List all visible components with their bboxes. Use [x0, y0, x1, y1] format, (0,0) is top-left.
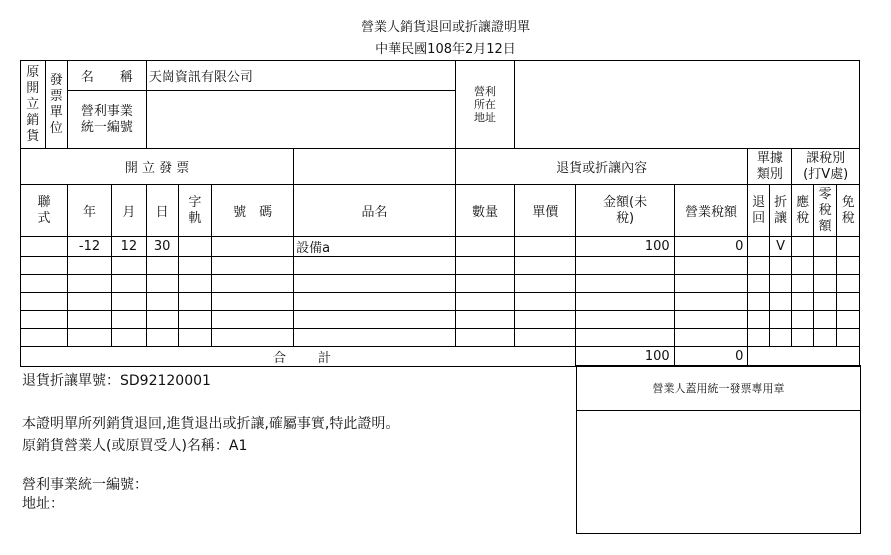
- table-row: [21, 329, 860, 347]
- tax-id-value: [146, 91, 455, 149]
- cell-track: [178, 237, 212, 257]
- col-taxable: 應稅: [792, 185, 813, 237]
- cell-copy: [21, 311, 68, 329]
- cell-tax: [674, 257, 748, 275]
- cell-item: [294, 311, 456, 329]
- cell-return: [748, 257, 769, 275]
- cell-discount: [769, 257, 792, 275]
- cell-copy: [21, 329, 68, 347]
- cell-qty: [455, 329, 514, 347]
- cell-month: 12: [112, 237, 147, 257]
- seller-section-text: 原開立銷貨: [26, 64, 40, 144]
- invoice-stamp-box: [576, 365, 861, 534]
- cell-year: [68, 257, 112, 275]
- cell-zero: [813, 329, 837, 347]
- col-item: 品名: [294, 185, 456, 237]
- cell-qty: [455, 275, 514, 293]
- cell-exempt: [837, 237, 860, 257]
- cell-month: [112, 293, 147, 311]
- cell-amount: [576, 257, 674, 275]
- col-tax: 營業稅額: [674, 185, 748, 237]
- cell-return: [748, 275, 769, 293]
- cell-copy: [21, 275, 68, 293]
- cell-discount: [769, 293, 792, 311]
- total-tax: 0: [674, 347, 748, 367]
- cell-taxable: [792, 329, 813, 347]
- col-exempt: 免稅: [837, 185, 860, 237]
- address-value: [515, 61, 860, 149]
- total-amount: 100: [576, 347, 674, 367]
- cell-day: [146, 329, 178, 347]
- cell-track: [178, 257, 212, 275]
- col-number: 號 碼: [212, 185, 294, 237]
- cell-number: [212, 311, 294, 329]
- cell-unit-price: [515, 275, 576, 293]
- cell-discount: [769, 275, 792, 293]
- cell-day: [146, 311, 178, 329]
- stamp-area: [577, 411, 860, 533]
- cell-exempt: [837, 293, 860, 311]
- returns-group-header: 退貨或折讓內容: [455, 149, 748, 185]
- cell-unit-price: [515, 329, 576, 347]
- cell-item: [294, 293, 456, 311]
- cell-exempt: [837, 329, 860, 347]
- cell-number: [212, 275, 294, 293]
- cell-year: [68, 311, 112, 329]
- cell-month: [112, 311, 147, 329]
- cell-tax: [674, 311, 748, 329]
- document-title: 營業人銷貨退回或折讓證明單: [360, 20, 530, 35]
- seller-name: 天崗資訊有限公司: [146, 61, 455, 91]
- buyer-tax-id: 營利事業統一編號：: [22, 477, 148, 493]
- cell-discount: [769, 311, 792, 329]
- cell-item: [294, 329, 456, 347]
- cell-qty: [455, 257, 514, 275]
- cell-month: [112, 257, 147, 275]
- cell-year: [68, 329, 112, 347]
- cell-item: [294, 275, 456, 293]
- col-day: 日: [146, 185, 178, 237]
- cell-amount: [576, 275, 674, 293]
- cell-taxable: [792, 293, 813, 311]
- cell-year: [68, 275, 112, 293]
- cell-number: [212, 257, 294, 275]
- buyer-address: 地址：: [22, 496, 64, 512]
- blank-group-header: [294, 149, 456, 185]
- cell-amount: [576, 311, 674, 329]
- name-label: 名 稱: [68, 61, 147, 91]
- table-row: [21, 311, 860, 329]
- cell-number: [212, 293, 294, 311]
- cell-day: [146, 257, 178, 275]
- certification-statement: 本證明單所列銷貨退回,進貨退出或折讓,確屬事實,特此證明。: [22, 416, 400, 432]
- total-label-b: 計: [318, 351, 332, 366]
- cell-copy: [21, 293, 68, 311]
- cell-taxable: [792, 237, 813, 257]
- cell-zero: [813, 257, 837, 275]
- total-label-a: 合: [273, 351, 287, 366]
- cell-amount: 100: [576, 237, 674, 257]
- cell-amount: [576, 293, 674, 311]
- cell-zero: [813, 311, 837, 329]
- col-zero: 零稅額: [813, 185, 837, 237]
- col-copy: 聯式: [21, 185, 68, 237]
- cell-amount: [576, 329, 674, 347]
- cell-tax: [674, 293, 748, 311]
- col-year: 年: [68, 185, 112, 237]
- buyer-name: 原銷貨營業人(或原買受人)名稱：A1: [22, 438, 248, 454]
- cell-tax: 0: [674, 237, 748, 257]
- cell-qty: [455, 237, 514, 257]
- cell-exempt: [837, 311, 860, 329]
- cell-day: 30: [146, 237, 178, 257]
- cell-unit-price: [515, 257, 576, 275]
- cell-month: [112, 329, 147, 347]
- document-date: 中華民國108年2月12日: [375, 42, 516, 57]
- cell-taxable: [792, 257, 813, 275]
- cell-day: [146, 275, 178, 293]
- total-blank: [748, 347, 860, 367]
- tax-id-label: 營利事業統一編號: [68, 91, 147, 149]
- total-row: [21, 347, 860, 367]
- cell-number: [212, 237, 294, 257]
- return-form-table: [20, 60, 860, 367]
- col-return: 退回: [748, 185, 769, 237]
- cell-tax: [674, 275, 748, 293]
- table-row: [21, 237, 860, 257]
- col-qty: 數量: [455, 185, 514, 237]
- col-discount: 折讓: [769, 185, 792, 237]
- cell-copy: [21, 257, 68, 275]
- cell-track: [178, 293, 212, 311]
- stamp-title: 營業人蓋用統一發票專用章: [577, 366, 860, 411]
- cell-discount: V: [769, 237, 792, 257]
- cell-item: 設備a: [294, 237, 456, 257]
- cell-zero: [813, 275, 837, 293]
- cell-taxable: [792, 311, 813, 329]
- cell-return: [748, 311, 769, 329]
- cell-track: [178, 311, 212, 329]
- col-track: 字軌: [178, 185, 212, 237]
- cell-return: [748, 237, 769, 257]
- doc-type-header: 單據類別: [748, 149, 792, 185]
- cell-day: [146, 293, 178, 311]
- col-unit-price: 單價: [515, 185, 576, 237]
- cell-tax: [674, 329, 748, 347]
- cell-unit-price: [515, 311, 576, 329]
- cell-track: [178, 329, 212, 347]
- cell-exempt: [837, 275, 860, 293]
- cell-taxable: [792, 275, 813, 293]
- invoice-group-header: 開 立 發 票: [21, 149, 294, 185]
- col-amount: 金額(未稅): [576, 185, 674, 237]
- seller-section-label: [21, 61, 46, 149]
- cell-unit-price: [515, 237, 576, 257]
- cell-unit-price: [515, 293, 576, 311]
- table-row: [21, 293, 860, 311]
- cell-return: [748, 293, 769, 311]
- cell-item: [294, 257, 456, 275]
- tax-type-header: 課稅別(打V處): [792, 149, 860, 185]
- cell-number: [212, 329, 294, 347]
- cell-discount: [769, 329, 792, 347]
- cell-zero: [813, 293, 837, 311]
- address-label: 營利所在地址: [455, 61, 514, 149]
- cell-zero: [813, 237, 837, 257]
- cell-qty: [455, 293, 514, 311]
- cell-qty: [455, 311, 514, 329]
- cell-month: [112, 275, 147, 293]
- col-month: 月: [112, 185, 147, 237]
- return-doc-number: 退貨折讓單號：SD92120001: [22, 373, 211, 389]
- table-row: [21, 257, 860, 275]
- seller-sub-text: 發票單位: [49, 72, 63, 136]
- cell-return: [748, 329, 769, 347]
- cell-exempt: [837, 257, 860, 275]
- seller-sub-label: [45, 61, 68, 149]
- cell-track: [178, 275, 212, 293]
- cell-year: -12: [68, 237, 112, 257]
- cell-year: [68, 293, 112, 311]
- cell-copy: [21, 237, 68, 257]
- total-label: [21, 347, 576, 367]
- table-row: [21, 275, 860, 293]
